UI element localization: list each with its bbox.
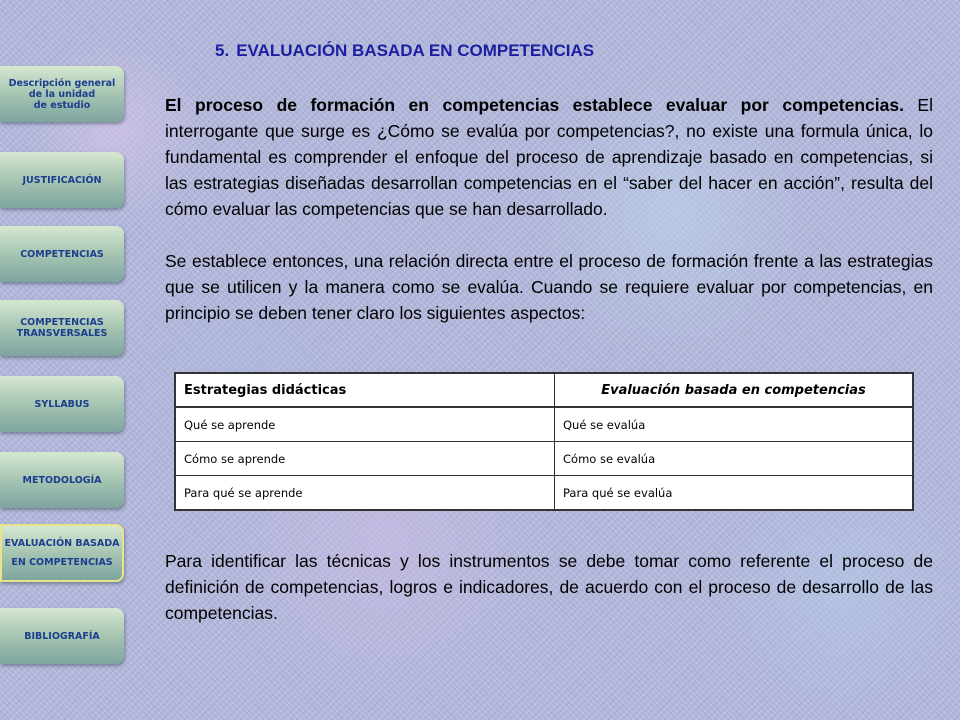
- nav-label-line: COMPETENCIAS: [20, 248, 104, 260]
- table-row: [176, 476, 913, 510]
- nav-label-line: METODOLOGÍA: [22, 474, 102, 486]
- relation-paragraph: Se establece entonces, una relación directa entre el proceso de formación frente a las estrategias que se utilicen y la manera como se evalúa. Cuando se requiere evaluar por competencias, en principio se deben tener claro los siguientes aspectos:: [165, 251, 933, 323]
- table-cell: Para qué se evalúa: [555, 476, 913, 510]
- nav-button-competencias[interactable]: [0, 226, 124, 282]
- table-row: [176, 407, 913, 442]
- intro-text: El interrogante que surge es ¿Cómo se evalúa por competencias?, no existe una formula única, lo fundamental es comprender el enfoque del proceso de aprendizaje basado en competencias, si las estrategias diseñadas desarrollan competencias en el “saber del hacer en acción”, resulta del cómo evaluar las competencias que se han desarrollado.: [165, 95, 933, 219]
- section-title: EVALUACIÓN BASADA EN COMPETENCIAS: [236, 41, 595, 60]
- page-title: [215, 41, 594, 61]
- table-cell: Qué se aprende: [176, 407, 555, 442]
- table-header-estrategias: Estrategias didácticas: [176, 374, 555, 408]
- table-cell: Para qué se aprende: [176, 476, 555, 510]
- closing-paragraph: Para identificar las técnicas y los instrumentos se debe tomar como referente el proceso de definición de competencias, logros e indicadores, de acuerdo con el proceso de desarrollo de las competencias.: [165, 551, 933, 623]
- intro-bold-text: El proceso de formación en competencias establece evaluar por competencias.: [165, 95, 904, 115]
- nav-label-line: EVALUACIÓN BASADA: [4, 538, 120, 549]
- nav-label-line: de la unidad: [28, 88, 96, 100]
- table-header-row: [176, 374, 913, 408]
- nav-button-justificacion[interactable]: [0, 152, 124, 208]
- table-cell: Cómo se evalúa: [555, 442, 913, 476]
- table-cell: Qué se evalúa: [555, 407, 913, 442]
- table-header-evaluacion: Evaluación basada en competencias: [555, 374, 913, 408]
- table-cell: Cómo se aprende: [176, 442, 555, 476]
- nav-label-line: BIBLIOGRAFÍA: [24, 630, 100, 642]
- nav-label-line: TRANSVERSALES: [16, 328, 108, 339]
- nav-label-line: Descripción general: [8, 77, 116, 89]
- nav-label-line: EN COMPETENCIAS: [11, 557, 113, 568]
- nav-label-line: COMPETENCIAS: [20, 317, 104, 328]
- intro-paragraph: [165, 92, 933, 222]
- nav-button-syllabus[interactable]: [0, 376, 124, 432]
- section-number: 5.: [215, 41, 230, 60]
- nav-label-line: SYLLABUS: [34, 398, 90, 410]
- nav-button-competencias-transversales[interactable]: [0, 300, 124, 356]
- nav-button-metodologia[interactable]: [0, 452, 124, 508]
- comparison-table: [174, 372, 914, 511]
- nav-label-line: de estudio: [33, 99, 91, 111]
- nav-button-evaluacion-basada[interactable]: [0, 524, 124, 582]
- table-row: [176, 442, 913, 476]
- nav-label-line: JUSTIFICACIÓN: [22, 174, 102, 186]
- nav-button-descripcion[interactable]: [0, 66, 124, 122]
- nav-button-bibliografia[interactable]: [0, 608, 124, 664]
